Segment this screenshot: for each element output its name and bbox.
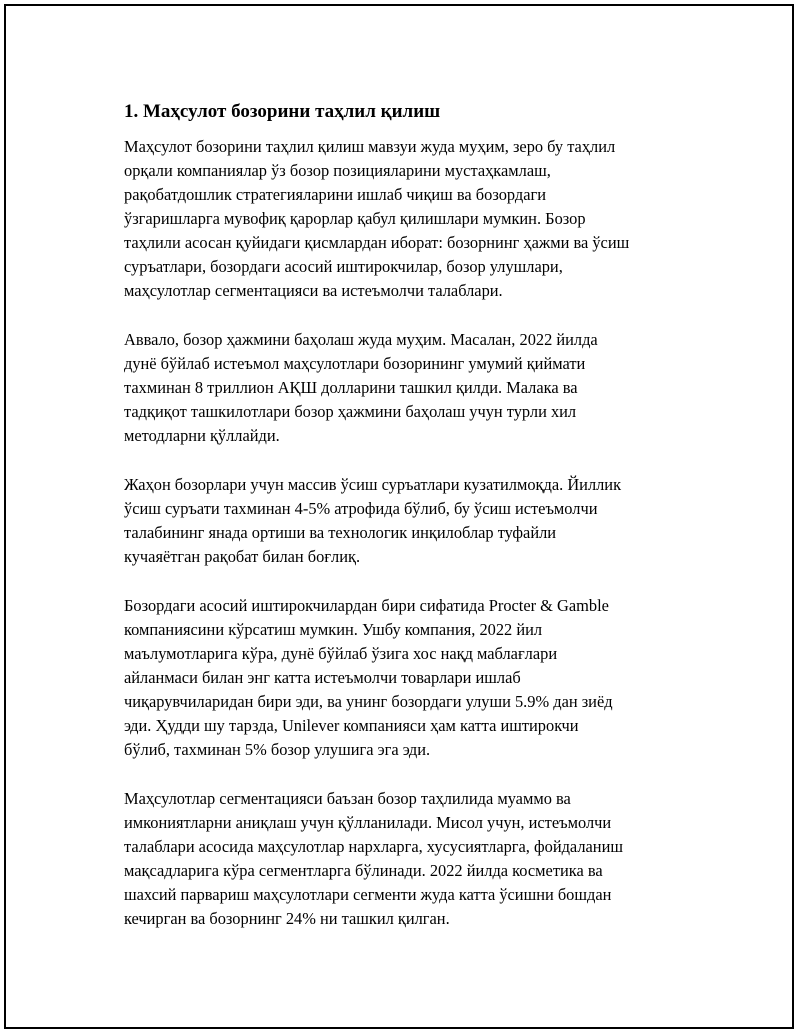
paragraph — [124, 473, 694, 569]
paragraph-line: Жаҳон бозорлари учун массив ўсиш суръатлари кузатилмоқда. Йиллик — [124, 475, 622, 494]
paragraph-line: тахминан 8 триллион АҚШ долларини ташкил қилди. Малака ва — [124, 378, 578, 397]
paragraph-line: Маҳсулотлар сегментацияси баъзан бозор таҳлилида муаммо ва — [124, 789, 571, 808]
paragraph — [124, 787, 694, 931]
paragraph-line: Аввало, бозор ҳажмини баҳолаш жуда муҳим. Масалан, 2022 йилда — [124, 330, 598, 349]
page-frame — [4, 4, 794, 1029]
paragraph-line: маълумотларига кўра, дунё бўйлаб ўзига хос нақд маблағлари — [124, 644, 558, 663]
paragraph-line: методларни қўллайди. — [124, 426, 280, 445]
paragraph-line: талабининг янада ортиши ва технологик инқилоблар туфайли — [124, 523, 557, 542]
paragraph — [124, 594, 694, 762]
paragraph-line: рақобатдошлик стратегияларини ишлаб чиқиш ва бозордаги — [124, 185, 546, 204]
paragraph-line: ўзгаришларга мувофиқ қарорлар қабул қилишлари мумкин. Бозор — [124, 209, 586, 228]
paragraph-line: компаниясини кўрсатиш мумкин. Ушбу компания, 2022 йил — [124, 620, 543, 639]
paragraph-line: эди. Ҳудди шу тарзда, Unilever компанияси ҳам катта иштирокчи — [124, 716, 579, 735]
paragraph-line: Маҳсулот бозорини таҳлил қилиш мавзуи жуда муҳим, зеро бу таҳлил — [124, 137, 616, 156]
paragraph-line: имкониятларни аниқлаш учун қўлланилади. Мисол учун, истеъмолчи — [124, 813, 612, 832]
paragraph-line: дунё бўйлаб истеъмол маҳсулотлари бозорининг умумий қиймати — [124, 354, 586, 373]
paragraph-line: суръатлари, бозордаги асосий иштирокчилар, бозор улушлари, — [124, 257, 563, 276]
paragraph-line: ўсиш суръати тахминан 4-5% атрофида бўлиб, бу ўсиш истеъмолчи — [124, 499, 598, 518]
paragraph-line: тадқиқот ташкилотлари бозор ҳажмини баҳолаш учун турли хил — [124, 402, 577, 421]
paragraph-line: Бозордаги асосий иштирокчилардан бири сифатида Procter & Gamble — [124, 596, 609, 615]
paragraph-line: кучаяётган рақобат билан боғлиқ. — [124, 547, 361, 566]
paragraph-line: бўлиб, тахминан 5% бозор улушига эга эди. — [124, 740, 431, 759]
paragraph — [124, 328, 694, 448]
paragraph-line: маҳсулотлар сегментацияси ва истеъмолчи талаблари. — [124, 281, 503, 300]
paragraph-line: кечирган ва бозорнинг 24% ни ташкил қилган. — [124, 909, 450, 928]
paragraph-line: талаблари асосида маҳсулотлар нархларга, хусусиятларга, фойдаланиш — [124, 837, 623, 856]
paragraph-line: мақсадларига кўра сегментларга бўлинади. 2022 йилда косметика ва — [124, 861, 603, 880]
paragraph-list — [124, 135, 694, 931]
document-title: 1. Маҳсулот бозорини таҳлил қилиш — [124, 101, 441, 122]
document-body — [124, 99, 694, 956]
paragraph-line: шахсий парвариш маҳсулотлари сегменти жуда катта ўсишни бошдан — [124, 885, 612, 904]
paragraph-line: таҳлили асосан қуйидаги қисмлардан иборат: бозорнинг ҳажми ва ўсиш — [124, 233, 630, 252]
paragraph-line: чиқарувчиларидан бири эди, ва унинг бозордаги улуши 5.9% дан зиёд — [124, 692, 613, 711]
paragraph-line: орқали компаниялар ўз бозор позицияларини мустаҳкамлаш, — [124, 161, 551, 180]
paragraph — [124, 135, 694, 303]
paragraph-line: айланмаси билан энг катта истеъмолчи товарлари ишлаб — [124, 668, 521, 687]
